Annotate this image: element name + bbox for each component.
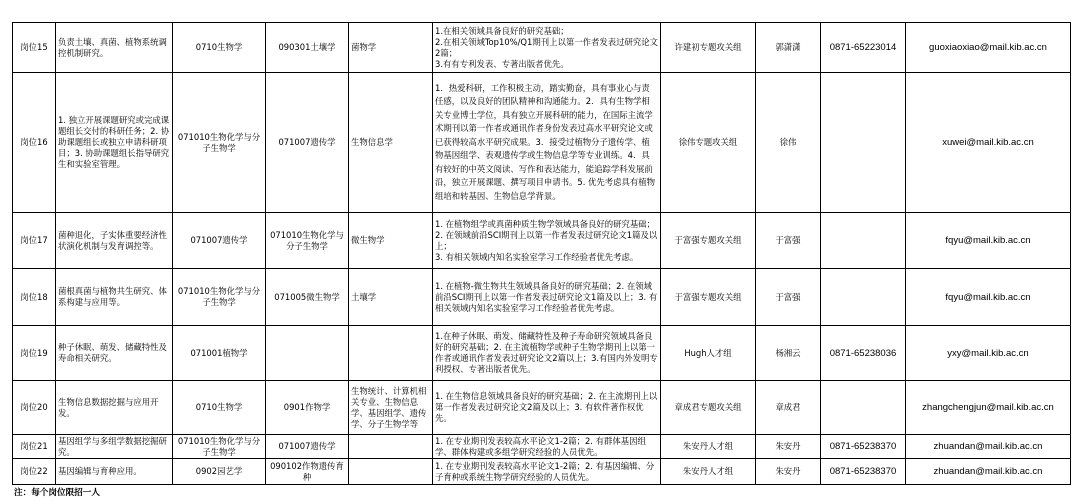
research-direction-cell: 生物信息学 bbox=[349, 73, 433, 213]
email-cell: yxy@mail.kib.ac.cn bbox=[906, 326, 1071, 381]
phone-cell: 0871-65238036 bbox=[821, 326, 906, 381]
email-cell: xuwei@mail.kib.ac.cn bbox=[906, 73, 1071, 213]
table-row bbox=[13, 459, 1071, 485]
research-direction-cell: 菌物学 bbox=[349, 23, 433, 73]
primary-discipline-cell: 0710生物学 bbox=[173, 23, 266, 73]
requirements-cell: 1．热爱科研，工作积极主动，踏实勤奋，具有事业心与责任感，以及良好的团队精神和沟通能力。2．具有生物学相关专业博士学位，具有独立开展科研的能力，在国际主流学术期刊以第一作者或通讯作者身份发表过高水平研究论文或已获得较高水平研究成果。3．接受过植物分子遗传学、植物基因组学、表观遗传学或生物信息学等专业训练。4．具有较好的中英文阅读、写作和表达能力，能追踪学科发展前沿，独立开展课题、撰写项目申请书。5. 优先考虑具有植物组培和转基因、生物信息学背景。 bbox=[433, 73, 661, 213]
duties-cell: 生物信息数据挖掘与应用开发。 bbox=[56, 381, 173, 435]
positions-table bbox=[12, 22, 1071, 485]
email-cell: fqyu@mail.kib.ac.cn bbox=[906, 213, 1071, 269]
secondary-discipline-cell: 090102作物遗传育种 bbox=[266, 459, 349, 485]
duties-cell: 基因组学与多组学数据挖掘研究。 bbox=[56, 435, 173, 459]
requirements-cell: 1. 在专业期刊发表较高水平论文1-2篇；2. 有群体基因组学、群体构建或多组学研究经验的人员优先。 bbox=[433, 435, 661, 459]
email-cell: zhuandan@mail.kib.ac.cn bbox=[906, 459, 1071, 485]
table-row bbox=[13, 23, 1071, 73]
phone-cell bbox=[821, 269, 906, 326]
team-cell: 朱安丹人才组 bbox=[661, 435, 756, 459]
email-cell: fqyu@mail.kib.ac.cn bbox=[906, 269, 1071, 326]
email-cell: guoxiaoxiao@mail.kib.ac.cn bbox=[906, 23, 1071, 73]
position-cell: 岗位17 bbox=[13, 213, 56, 269]
contact-cell: 朱安丹 bbox=[756, 435, 821, 459]
position-cell: 岗位15 bbox=[13, 23, 56, 73]
position-cell: 岗位21 bbox=[13, 435, 56, 459]
phone-cell: 0871-65238370 bbox=[821, 435, 906, 459]
primary-discipline-cell: 0710生物学 bbox=[173, 381, 266, 435]
contact-cell: 杨湘云 bbox=[756, 326, 821, 381]
table-row bbox=[13, 381, 1071, 435]
primary-discipline-cell: 071007遗传学 bbox=[173, 213, 266, 269]
footnote: 注：每个岗位限招一人 bbox=[14, 488, 100, 498]
table-row bbox=[13, 326, 1071, 381]
contact-cell: 朱安丹 bbox=[756, 459, 821, 485]
duties-cell: 基因编辑与育种应用。 bbox=[56, 459, 173, 485]
contact-cell: 于富强 bbox=[756, 213, 821, 269]
research-direction-cell bbox=[349, 326, 433, 381]
research-direction-cell: 生物统计、计算机相关专业、生物信息学、基因组学、遗传学、分子生物学等 bbox=[349, 381, 433, 435]
primary-discipline-cell: 071010生物化学与分子生物学 bbox=[173, 73, 266, 213]
primary-discipline-cell: 071010生物化学与分子生物学 bbox=[173, 269, 266, 326]
duties-cell: 菌种退化，子实体重要经济性状演化机制与发育调控等。 bbox=[56, 213, 173, 269]
email-cell: zhuandan@mail.kib.ac.cn bbox=[906, 435, 1071, 459]
secondary-discipline-cell: 071010生物化学与分子生物学 bbox=[266, 213, 349, 269]
primary-discipline-cell: 071001植物学 bbox=[173, 326, 266, 381]
phone-cell: 0871-65223014 bbox=[821, 23, 906, 73]
secondary-discipline-cell: 071005微生物学 bbox=[266, 269, 349, 326]
research-direction-cell bbox=[349, 459, 433, 485]
requirements-cell: 1.在种子休眠、萌发、储藏特性及种子寿命研究领域具备良好的研究基础；2. 在主流植物学或种子生物学期刊上以第一作者或通讯作者发表过研究论文2篇以上；3.有国内外发明专利授权、专著出版者优先。 bbox=[433, 326, 661, 381]
duties-cell: 种子休眠、萌发、储藏特性及寿命相关研究。 bbox=[56, 326, 173, 381]
duties-cell: 菌根真菌与植物共生研究、体系构建与应用等。 bbox=[56, 269, 173, 326]
duties-cell: 1. 独立开展课题研究或完成课题组长交付的科研任务；2. 协助课题组长或独立申请科研项目；3. 协助课题组长指导研究生和实验室管理。 bbox=[56, 73, 173, 213]
team-cell: 于富强专题攻关组 bbox=[661, 213, 756, 269]
contact-cell: 于富强 bbox=[756, 269, 821, 326]
requirements-cell: 1. 在专业期刊发表较高水平论文1-2篇；2. 有基因编辑、分子育种或系统生物学研究经验的人员优先。 bbox=[433, 459, 661, 485]
research-direction-cell: 微生物学 bbox=[349, 213, 433, 269]
team-cell: 朱安丹人才组 bbox=[661, 459, 756, 485]
requirements-cell: 1. 在植物-微生物共生领域具备良好的研究基础；2. 在领域前沿SCI期刊上以第一作者发表过研究论文1篇及以上；3. 有相关领域内知名实验室学习工作经验者优先考虑。 bbox=[433, 269, 661, 326]
table-row bbox=[13, 435, 1071, 459]
contact-cell: 章成君 bbox=[756, 381, 821, 435]
requirements-cell: 1.在相关领域具备良好的研究基础； 2.在相关领域Top10%/Q1期刊上以第一作者发表过研究论文2篇； 3.有有专利发表、专著出版者优先。 bbox=[433, 23, 661, 73]
table-row bbox=[13, 213, 1071, 269]
email-cell: zhangchengjun@mail.kib.ac.cn bbox=[906, 381, 1071, 435]
secondary-discipline-cell bbox=[266, 326, 349, 381]
contact-cell: 郭潇潇 bbox=[756, 23, 821, 73]
team-cell: 徐伟专题攻关组 bbox=[661, 73, 756, 213]
phone-cell bbox=[821, 213, 906, 269]
requirements-cell: 1. 在生物信息领域具备良好的研究基础；2. 在主流期刊上以第一作者发表过研究论文2篇及以上；3. 有软件著作权优先。 bbox=[433, 381, 661, 435]
position-cell: 岗位16 bbox=[13, 73, 56, 213]
team-cell: 许建初专题攻关组 bbox=[661, 23, 756, 73]
position-cell: 岗位20 bbox=[13, 381, 56, 435]
team-cell: Hugh人才组 bbox=[661, 326, 756, 381]
position-cell: 岗位19 bbox=[13, 326, 56, 381]
position-cell: 岗位18 bbox=[13, 269, 56, 326]
research-direction-cell bbox=[349, 435, 433, 459]
requirements-cell: 1. 在植物组学或真菌种质生物学领域具备良好的研究基础；2. 在领域前沿SCI期刊上以第一作者发表过研究论文1篇及以上； 3. 有相关领域内知名实验室学习工作经验者优先考虑。 bbox=[433, 213, 661, 269]
team-cell: 章成君专题攻关组 bbox=[661, 381, 756, 435]
duties-cell: 负责土壤、真菌、植物系统调控机制研究。 bbox=[56, 23, 173, 73]
secondary-discipline-cell: 0901作物学 bbox=[266, 381, 349, 435]
secondary-discipline-cell: 071007遗传学 bbox=[266, 435, 349, 459]
table-row bbox=[13, 269, 1071, 326]
team-cell: 于富强专题攻关组 bbox=[661, 269, 756, 326]
primary-discipline-cell: 0902园艺学 bbox=[173, 459, 266, 485]
phone-cell: 0871-65238370 bbox=[821, 459, 906, 485]
table-row bbox=[13, 73, 1071, 213]
phone-cell bbox=[821, 381, 906, 435]
secondary-discipline-cell: 071007遗传学 bbox=[266, 73, 349, 213]
primary-discipline-cell: 071010生物化学与分子生物学 bbox=[173, 435, 266, 459]
phone-cell bbox=[821, 73, 906, 213]
secondary-discipline-cell: 090301土壤学 bbox=[266, 23, 349, 73]
research-direction-cell: 土壤学 bbox=[349, 269, 433, 326]
contact-cell: 徐伟 bbox=[756, 73, 821, 213]
position-cell: 岗位22 bbox=[13, 459, 56, 485]
